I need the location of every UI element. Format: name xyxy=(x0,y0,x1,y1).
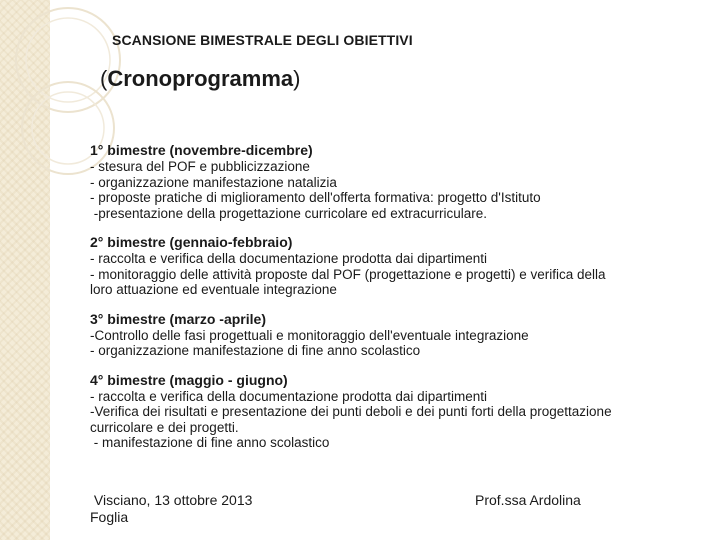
footer-place-date xyxy=(90,492,252,526)
section-line: -presentazione della progettazione curricolare ed extracurriculare. xyxy=(90,205,487,221)
section-line: - organizzazione manifestazione di fine anno scolastico xyxy=(90,343,421,358)
bimester-section-4 xyxy=(90,372,620,451)
section-line: - manifestazione di fine anno scolastico xyxy=(90,435,330,450)
section-line: - raccolta e verifica della documentazione prodotta dai dipartimenti xyxy=(90,251,487,266)
section-line: - monitoraggio delle attività proposte dal POF (progettazione e progetti) e verifica della loro attuazione ed eventuale integrazione xyxy=(90,266,610,297)
section-line: -Controllo delle fasi progettuali e monitoraggio dell'eventuale integrazione xyxy=(90,327,529,343)
section-heading: 3° bimestre (marzo -aprile) xyxy=(90,310,266,327)
section-heading: 2° bimestre (gennaio-febbraio) xyxy=(90,234,293,250)
section-line: - raccolta e verifica della documentazione prodotta dai dipartimenti xyxy=(90,388,487,404)
footer-author: Prof.ssa Ardolina xyxy=(475,492,581,508)
schedule-content xyxy=(90,142,620,464)
place-date: Visciano, 13 ottobre 2013 xyxy=(90,492,253,508)
subtitle-close-paren: ) xyxy=(293,66,301,91)
section-line: - organizzazione manifestazione natalizia xyxy=(90,174,337,190)
section-line: - proposte pratiche di miglioramento dell'offerta formativa: progetto d'Istituto xyxy=(90,190,541,205)
sheet-label: Foglia xyxy=(90,509,129,525)
slide-header-title: SCANSIONE BIMESTRALE DEGLI OBIETTIVI xyxy=(112,32,413,48)
section-line: - stesura del POF e pubblicizzazione xyxy=(90,159,310,174)
subtitle-open-paren: ( xyxy=(100,66,108,91)
section-heading: 1° bimestre (novembre-dicembre) xyxy=(90,142,313,158)
bimester-section-1 xyxy=(90,142,620,221)
section-line: -Verifica dei risultati e presentazione dei punti deboli e dei punti forti della progettazione curricolare e dei progetti. xyxy=(90,404,616,435)
section-heading: 4° bimestre (maggio - giugno) xyxy=(90,371,288,388)
bimester-section-3 xyxy=(90,311,620,359)
subtitle-main: Cronoprogramma xyxy=(107,66,294,91)
bimester-section-2 xyxy=(90,234,620,298)
slide-subtitle xyxy=(100,66,300,92)
